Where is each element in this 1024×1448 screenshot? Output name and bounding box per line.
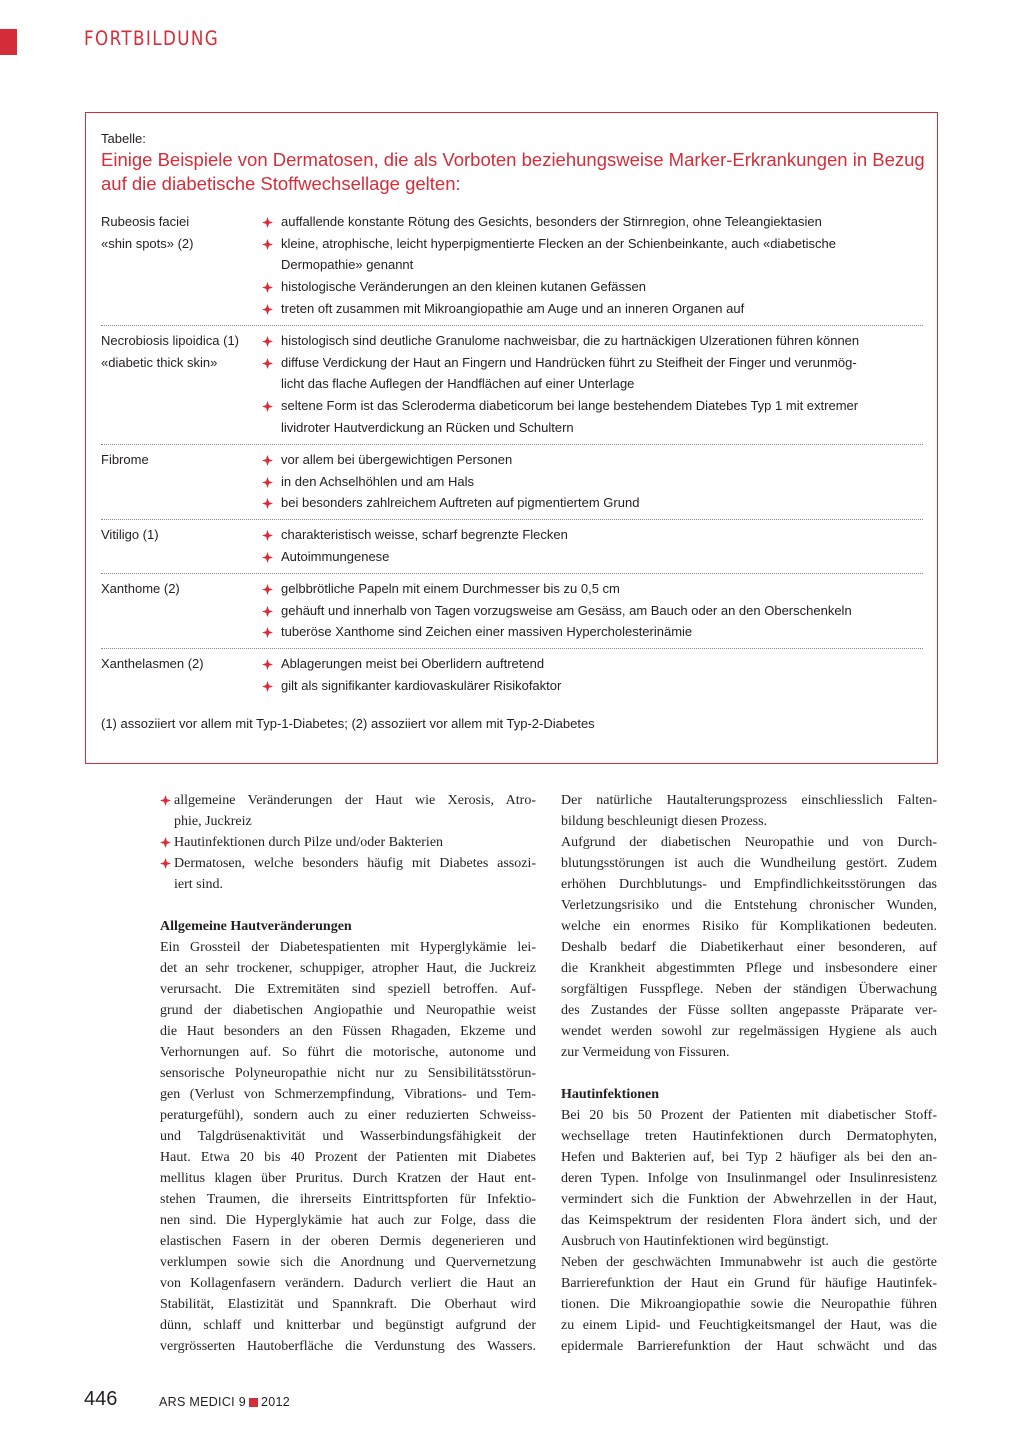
symptom-text: treten oft zusammen mit Mikroangiopathie am Auge und an inneren Organen auf xyxy=(281,300,745,316)
body-text-line: tionen. Die Mikroangiopathie sowie die Neuropathie führen xyxy=(561,1297,937,1312)
symptom-text: auffallende konstante Rötung des Gesichts, besonders der Stirnregion, ohne Teleangiektasien xyxy=(281,214,822,229)
diamond-bullet-icon xyxy=(262,336,273,347)
symptom-text: charakteristisch weisse, scharf begrenzte Flecken xyxy=(281,527,568,542)
section-title: FORTBILDUNG xyxy=(84,27,220,50)
row-separator xyxy=(101,325,923,326)
row-separator xyxy=(101,573,923,574)
symptom-text: bei besonders zahlreichem Auftreten auf pigmentiertem Grund xyxy=(281,495,640,511)
footer-square-icon xyxy=(249,1398,258,1407)
symptom-text: kleine, atrophische, leicht hyperpigmentierte Flecken an der Schienbeinkante, auch «diabetische xyxy=(281,235,837,251)
symptom-text: gilt als signifikanter kardiovaskulärer Risikofaktor xyxy=(281,677,562,693)
bullet-item xyxy=(160,853,536,874)
journal-footer xyxy=(159,1395,290,1409)
bullet-text: Hautinfektionen durch Pilze und/oder Bakterien xyxy=(174,835,444,850)
body-text-line: Ein Grossteil der Diabetespatienten mit Hyperglykämie lei- xyxy=(160,940,536,955)
body-text-line: Barrierefunktion der Haut ein Grund für häufige Hautinfek- xyxy=(561,1276,937,1291)
condition-label: Rubeosis faciei xyxy=(101,214,190,229)
symptom-text: gelbbrötliche Papeln mit einem Durchmesser bis zu 0,5 cm xyxy=(281,581,620,596)
body-text-line: Aufgrund der diabetischen Neuropathie und von Durch- xyxy=(561,835,937,850)
body-text-line: zu einem Lipid- und Feuchtigkeitsmangel der Haut, was die xyxy=(561,1318,937,1333)
condition-label: Xanthome (2) xyxy=(101,581,180,596)
diamond-bullet-icon xyxy=(160,837,171,848)
condition-label: «shin spots» (2) xyxy=(101,235,194,251)
diamond-bullet-icon xyxy=(262,282,273,293)
body-text-line: erhöhen Durchblutungs- und Empfindlichkeitsstörungen das xyxy=(561,877,937,892)
bullet-continuation: phie, Juckreiz xyxy=(174,814,252,829)
diamond-bullet-icon xyxy=(262,304,273,315)
diamond-bullet-icon xyxy=(262,606,273,617)
diamond-bullet-icon xyxy=(262,584,273,595)
body-text-line: gen (Verlust von Schmerzempfindung, Vibrations- und Tem- xyxy=(160,1087,536,1102)
section-marker xyxy=(0,29,17,55)
diamond-bullet-icon xyxy=(262,659,273,670)
body-text-line: sensorische Polyneuropathie nicht nur zu Sensibilitätsstörun- xyxy=(160,1066,536,1081)
body-text-line: zur Vermeidung von Fissuren. xyxy=(561,1045,730,1060)
body-text-line: nen sind. Die Hyperglykämie hat auch zur Folge, dass die xyxy=(160,1213,536,1228)
body-text-line: Verhornungen auf. So führt die motorische, autonome und xyxy=(160,1045,536,1060)
symptom-text: vor allem bei übergewichtigen Personen xyxy=(281,452,513,467)
diamond-bullet-icon xyxy=(262,498,273,509)
body-text-line: Der natürliche Hautalterungsprozess einschliesslich Falten- xyxy=(561,793,937,808)
body-text-line: Neben der geschwächten Immunabwehr ist auch die gestörte xyxy=(561,1255,937,1270)
section-heading: Allgemeine Hautveränderungen xyxy=(160,919,352,934)
condition-label: Xanthelasmen (2) xyxy=(101,656,204,671)
condition-label: «diabetic thick skin» xyxy=(101,354,218,370)
body-text-line: dünn, schlaff und knitterbar und begünstigt aufgrund der xyxy=(160,1318,536,1333)
diamond-bullet-icon xyxy=(262,477,273,488)
journal-year: 2012 xyxy=(260,1395,290,1409)
paragraph-gap xyxy=(160,895,536,916)
symptom-text: diffuse Verdickung der Haut an Fingern und Handrücken führt zu Steifheit der Finger und verunmög- xyxy=(281,354,857,370)
body-text-line: Ausbruch von Hautinfektionen wird begünstigt. xyxy=(561,1234,829,1249)
body-text-line: die Haut besonders an den Füssen Rhagaden, Ekzeme und xyxy=(160,1024,536,1039)
diamond-bullet-icon xyxy=(160,858,171,869)
body-text-line: wechsellage treten Hautinfektionen durch Dermatophyten, xyxy=(561,1129,937,1144)
body-text-line: deren Typen. Infolge von Insulinmangel oder Insulinresistenz xyxy=(561,1171,937,1186)
row-separator xyxy=(101,519,923,520)
section-heading: Hautinfektionen xyxy=(561,1087,660,1102)
body-text-line: stehen Traumen, die ihrerseits Eintrittspforten für Infektio- xyxy=(160,1192,536,1207)
table-title: Einige Beispiele von Dermatosen, die als Vorboten beziehungsweise Marker-Erkrankungen in Bezug auf die diabetische Stoffwechsellage gelten: xyxy=(101,149,925,194)
body-text-line: das Keimspektrum der residenten Flora ändert sich, und der xyxy=(561,1213,937,1228)
body-column-right xyxy=(561,790,937,1357)
diamond-bullet-icon xyxy=(160,795,171,806)
body-column-left xyxy=(160,790,536,1357)
journal-name: ARS MEDICI 9 xyxy=(159,1395,246,1409)
body-text-line: mellitus klagen über Pruritus. Durch Kratzen der Haut ent- xyxy=(160,1171,536,1186)
diamond-bullet-icon xyxy=(262,401,273,412)
body-text-line: det an sehr trockener, schuppiger, atropher Haut, die Juckreiz xyxy=(160,961,536,976)
paragraph-gap xyxy=(561,1063,937,1084)
symptom-text: gehäuft und innerhalb von Tagen vorzugsweise am Gesäss, am Bauch oder an den Oberschenkeln xyxy=(281,602,852,618)
body-text-line: sorgfältigen Fusspflege. Neben der ständigen Überwachung xyxy=(561,982,937,997)
bullet-text: allgemeine Veränderungen der Haut wie Xerosis, Atro- xyxy=(174,793,536,808)
diamond-bullet-icon xyxy=(262,681,273,692)
diamond-bullet-icon xyxy=(262,239,273,250)
diamond-bullet-icon xyxy=(262,217,273,228)
body-text-line: des Zustandes der Füsse sollten angepasste Präparate ver- xyxy=(561,1003,937,1018)
diamond-bullet-icon xyxy=(262,552,273,563)
body-text-line: welche ein enormes Risiko für Komplikationen bedeuten. xyxy=(561,919,937,934)
body-text-line: wendet werden sowohl zur regelmässigen Hygiene als auch xyxy=(561,1024,937,1039)
diamond-bullet-icon xyxy=(262,455,273,466)
row-separator xyxy=(101,444,923,445)
diamond-bullet-icon xyxy=(262,530,273,541)
table-caption: Tabelle: xyxy=(101,131,146,146)
diamond-bullet-icon xyxy=(262,627,273,638)
body-text-line: Bei 20 bis 50 Prozent der Patienten mit diabetischer Stoff- xyxy=(561,1108,937,1123)
body-text-line: Deshalb bedarf die Diabetikerhaut einer besonderen, auf xyxy=(561,940,937,955)
condition-label: Necrobiosis lipoidica (1) xyxy=(101,333,239,348)
body-text-line: epidermale Barrierefunktion der Haut schwächt und das xyxy=(561,1339,937,1354)
body-text-line: peraturgefühl), sondern auch zu einer reduzierten Schweiss- xyxy=(160,1108,536,1123)
symptom-text: Dermopathie» genannt xyxy=(281,257,414,273)
body-text-line: Verletzungsrisiko und die Entstehung chronischer Wunden, xyxy=(561,898,937,913)
body-text-line: elastischen Fasern in der oberen Dermis degenerieren und xyxy=(160,1234,536,1249)
symptom-text: licht das flache Auflegen der Handflächen auf einer Unterlage xyxy=(281,376,635,392)
row-separator xyxy=(101,648,923,649)
body-text-line: vergrösserten Hautoberfläche die Verdunstung des Wassers. xyxy=(160,1339,536,1354)
table-footnote: (1) assoziiert vor allem mit Typ-1-Diabetes; (2) assoziiert vor allem mit Typ-2-Diabetes xyxy=(101,716,595,731)
bullet-text: Dermatosen, welche besonders häufig mit Diabetes assozi- xyxy=(174,856,536,871)
page-number: 446 xyxy=(84,1388,118,1410)
diamond-bullet-icon xyxy=(262,358,273,369)
condition-label: Fibrome xyxy=(101,452,149,467)
body-text-line: verursacht. Die Extremitäten sind speziell betroffen. Auf- xyxy=(160,982,536,997)
body-text-line: Haut. Etwa 20 bis 40 Prozent der Patienten mit Diabetes xyxy=(160,1150,536,1165)
bullet-continuation: iert sind. xyxy=(174,877,223,892)
body-text-line: bildung beschleunigt diesen Prozess. xyxy=(561,814,768,829)
symptom-text: histologisch sind deutliche Granulome nachweisbar, die zu hartnäckigen Ulzerationen führen können xyxy=(281,333,860,348)
symptom-text: seltene Form ist das Scleroderma diabeticorum bei lange bestehendem Diatebes Typ 1 mit extremer xyxy=(281,398,859,414)
body-text-line: Hefen und Bakterien auf, bei Typ 2 häufiger als bei den an- xyxy=(561,1150,937,1165)
body-text-line: grund der diabetischen Angiopathie und Neuropathie weist xyxy=(160,1003,536,1018)
symptom-text: lividroter Hautverdickung an Rücken und Schultern xyxy=(281,419,574,435)
symptom-text: Ablagerungen meist bei Oberlidern auftretend xyxy=(281,656,545,671)
symptom-text: histologische Veränderungen an den kleinen kutanen Gefässen xyxy=(281,279,646,295)
body-text-line: vermindert sich die Funktion der Abwehrzellen in der Haut, xyxy=(561,1192,937,1207)
body-text-line: verklumpen sowie sich die Anordnung und Quervernetzung xyxy=(160,1255,536,1270)
symptom-text: in den Achselhöhlen und am Hals xyxy=(281,473,474,489)
body-text-line: blutungsstörungen ist auch die Wundheilung gestört. Zudem xyxy=(561,856,937,871)
body-text-line: die Krankheit abgestimmten Pflege und insbesondere einer xyxy=(561,961,937,976)
body-text-line: und Talgdrüsenaktivität und Wasserbindungsfähigkeit der xyxy=(160,1129,536,1144)
condition-label: Vitiligo (1) xyxy=(101,527,159,542)
body-text-line: von Kollagenfasern verändern. Dadurch verliert die Haut an xyxy=(160,1276,536,1291)
bullet-item xyxy=(160,790,536,811)
body-text-line: Stabilität, Elastizität und Spannkraft. Die Oberhaut wird xyxy=(160,1297,536,1312)
symptom-text: tuberöse Xanthome sind Zeichen einer massiven Hypercholesterinämie xyxy=(281,624,693,640)
symptom-text: Autoimmungenese xyxy=(281,548,390,564)
bullet-item xyxy=(160,832,536,853)
